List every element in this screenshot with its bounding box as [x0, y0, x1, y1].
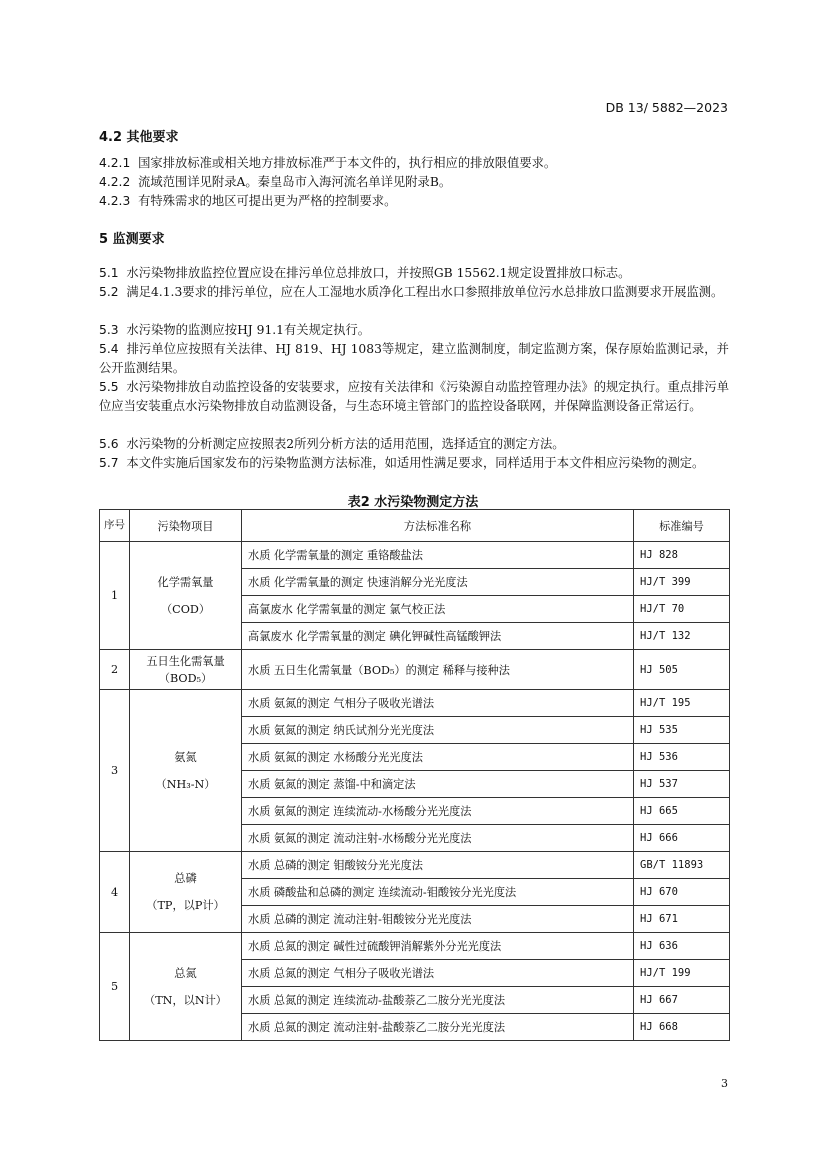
standard-code-cell: HJ 668 — [634, 1014, 730, 1041]
clause-number: 5.6 — [99, 437, 119, 451]
pollutant-abbreviation: （NH₃-N） — [155, 777, 216, 791]
header-seq: 序号 — [100, 510, 130, 542]
clause-number: 5.1 — [99, 266, 119, 280]
clause-text: 水污染物排放自动监控设备的安装要求，应按有关法律和《污染源自动监控管理办法》的规定执行。重点排污单位应当安装重点水污染物排放自动监测设备，与生态环境主管部门的监控设备联网，并保障监测设备正常运行。 — [99, 380, 729, 413]
table-body — [100, 542, 730, 1041]
clause-number: 5.3 — [99, 323, 119, 337]
pollutant-name: 化学需氧量 — [157, 575, 214, 589]
clause-text: 满足4.1.3要求的排污单位，应在人工湿地水质净化工程出水口参照排放单位污水总排放口监测要求开展监测。 — [126, 285, 724, 299]
method-name-cell: 水质 化学需氧量的测定 快速消解分光光度法 — [242, 569, 634, 596]
clause-text: 水污染物排放监控位置应设在排污单位总排放口，并按照GB 15562.1规定设置排放口标志。 — [126, 266, 631, 280]
clause-4-2-1 — [99, 154, 729, 173]
pollutant-item-cell — [130, 933, 242, 1041]
standard-code-cell: HJ/T 399 — [634, 569, 730, 596]
standard-code-cell: HJ 636 — [634, 933, 730, 960]
table-header-row — [100, 510, 730, 542]
header-method: 方法标准名称 — [242, 510, 634, 542]
method-name-cell: 水质 总氮的测定 气相分子吸收光谱法 — [242, 960, 634, 987]
methods-table — [99, 509, 730, 1041]
pollutant-item-cell — [130, 852, 242, 933]
standard-code-cell: HJ/T 199 — [634, 960, 730, 987]
standard-code-cell: GB/T 11893 — [634, 852, 730, 879]
standard-code-cell: HJ 536 — [634, 744, 730, 771]
standard-code-cell: HJ 535 — [634, 717, 730, 744]
clause-4-2-2 — [99, 173, 729, 192]
method-name-cell: 水质 氨氮的测定 流动注射-水杨酸分光光度法 — [242, 825, 634, 852]
clause-text: 有特殊需求的地区可提出更为严格的控制要求。 — [138, 194, 397, 208]
method-name-cell: 水质 氨氮的测定 蒸馏-中和滴定法 — [242, 771, 634, 798]
standard-code-cell: HJ/T 132 — [634, 623, 730, 650]
header-item: 污染物项目 — [130, 510, 242, 542]
pollutant-name: 五日生化需氧量 — [146, 654, 225, 668]
method-name-cell: 水质 氨氮的测定 纳氏试剂分光光度法 — [242, 717, 634, 744]
method-name-cell: 高氯废水 化学需氧量的测定 碘化钾碱性高锰酸钾法 — [242, 623, 634, 650]
clause-5-5 — [99, 378, 729, 415]
standard-code-cell: HJ 667 — [634, 987, 730, 1014]
method-name-cell: 水质 氨氮的测定 水杨酸分光光度法 — [242, 744, 634, 771]
clause-number: 5.7 — [99, 456, 119, 470]
standard-code-cell: HJ/T 70 — [634, 596, 730, 623]
method-name-cell: 水质 总磷的测定 钼酸铵分光光度法 — [242, 852, 634, 879]
method-name-cell: 水质 化学需氧量的测定 重铬酸盐法 — [242, 542, 634, 569]
standard-code-cell: HJ 666 — [634, 825, 730, 852]
clause-number: 5.4 — [99, 342, 119, 356]
method-name-cell: 水质 总磷的测定 流动注射-钼酸铵分光光度法 — [242, 906, 634, 933]
method-name-cell: 高氯废水 化学需氧量的测定 氯气校正法 — [242, 596, 634, 623]
header-code: 标准编号 — [634, 510, 730, 542]
pollutant-abbreviation: （TP，以P计） — [146, 899, 225, 912]
standard-code-cell: HJ/T 195 — [634, 690, 730, 717]
method-name-cell: 水质 总氮的测定 碱性过硫酸钾消解紫外分光光度法 — [242, 933, 634, 960]
pollutant-item-cell — [130, 690, 242, 852]
table-caption: 表2 水污染物测定方法 — [347, 495, 479, 510]
standard-code-cell: HJ 537 — [634, 771, 730, 798]
clause-number: 4.2.2 — [99, 175, 131, 189]
clause-number: 5.2 — [99, 285, 119, 299]
clause-5-3 — [99, 321, 729, 340]
table-row — [100, 650, 730, 690]
clause-5-2 — [99, 283, 729, 302]
pollutant-abbreviation: （COD） — [160, 602, 211, 616]
section-5-title: 5 监测要求 — [99, 232, 165, 247]
standard-code-cell: HJ 670 — [634, 879, 730, 906]
clause-text: 水污染物的分析测定应按照表2所列分析方法的适用范围，选择适宜的测定方法。 — [126, 437, 565, 451]
seq-cell: 1 — [100, 542, 130, 650]
pollutant-name: 总氮 — [174, 966, 197, 980]
clause-number: 5.5 — [99, 380, 119, 394]
document-id: DB 13/ 5882—2023 — [605, 100, 728, 115]
page-number: 3 — [721, 1077, 728, 1090]
pollutant-abbreviation: （TN，以N计） — [144, 993, 227, 1007]
seq-cell: 2 — [100, 650, 130, 690]
pollutant-item-cell — [130, 650, 242, 690]
method-name-cell: 水质 五日生化需氧量（BOD₅）的测定 稀释与接种法 — [242, 650, 634, 690]
pollutant-abbreviation: （BOD₅） — [158, 671, 213, 685]
table-row — [100, 933, 730, 960]
method-name-cell: 水质 氨氮的测定 气相分子吸收光谱法 — [242, 690, 634, 717]
clause-5-7 — [99, 454, 729, 473]
seq-cell: 4 — [100, 852, 130, 933]
clause-5-4 — [99, 340, 729, 377]
method-name-cell: 水质 磷酸盐和总磷的测定 连续流动-钼酸铵分光光度法 — [242, 879, 634, 906]
clause-text: 本文件实施后国家发布的污染物监测方法标准，如适用性满足要求，同样适用于本文件相应污染物的测定。 — [126, 456, 705, 470]
clause-4-2-3 — [99, 192, 729, 211]
method-name-cell: 水质 总氮的测定 流动注射-盐酸萘乙二胺分光光度法 — [242, 1014, 634, 1041]
pollutant-name: 总磷 — [174, 872, 197, 885]
standard-code-cell: HJ 671 — [634, 906, 730, 933]
clause-number: 4.2.3 — [99, 194, 131, 208]
clause-5-1 — [99, 264, 729, 283]
section-4-2-title: 4.2 其他要求 — [99, 130, 179, 145]
pollutant-name: 氨氮 — [174, 750, 197, 764]
clause-text: 水污染物的监测应按HJ 91.1有关规定执行。 — [126, 323, 371, 337]
table-row — [100, 690, 730, 717]
clause-number: 4.2.1 — [99, 156, 131, 170]
standard-code-cell: HJ 665 — [634, 798, 730, 825]
clause-text: 国家排放标准或相关地方排放标准严于本文件的，执行相应的排放限值要求。 — [138, 156, 557, 170]
seq-cell: 3 — [100, 690, 130, 852]
clause-text: 排污单位应按照有关法律、HJ 819、HJ 1083等规定，建立监测制度，制定监测方案，保存原始监测记录，并公开监测结果。 — [99, 342, 729, 375]
pollutant-item-cell — [130, 542, 242, 650]
method-name-cell: 水质 氨氮的测定 连续流动-水杨酸分光光度法 — [242, 798, 634, 825]
method-name-cell: 水质 总氮的测定 连续流动-盐酸萘乙二胺分光光度法 — [242, 987, 634, 1014]
standard-code-cell: HJ 828 — [634, 542, 730, 569]
standard-code-cell: HJ 505 — [634, 650, 730, 690]
clause-5-6 — [99, 435, 729, 454]
table-row — [100, 542, 730, 569]
seq-cell: 5 — [100, 933, 130, 1041]
clause-text: 流域范围详见附录A。秦皇岛市入海河流名单详见附录B。 — [138, 175, 452, 189]
table-row — [100, 852, 730, 879]
